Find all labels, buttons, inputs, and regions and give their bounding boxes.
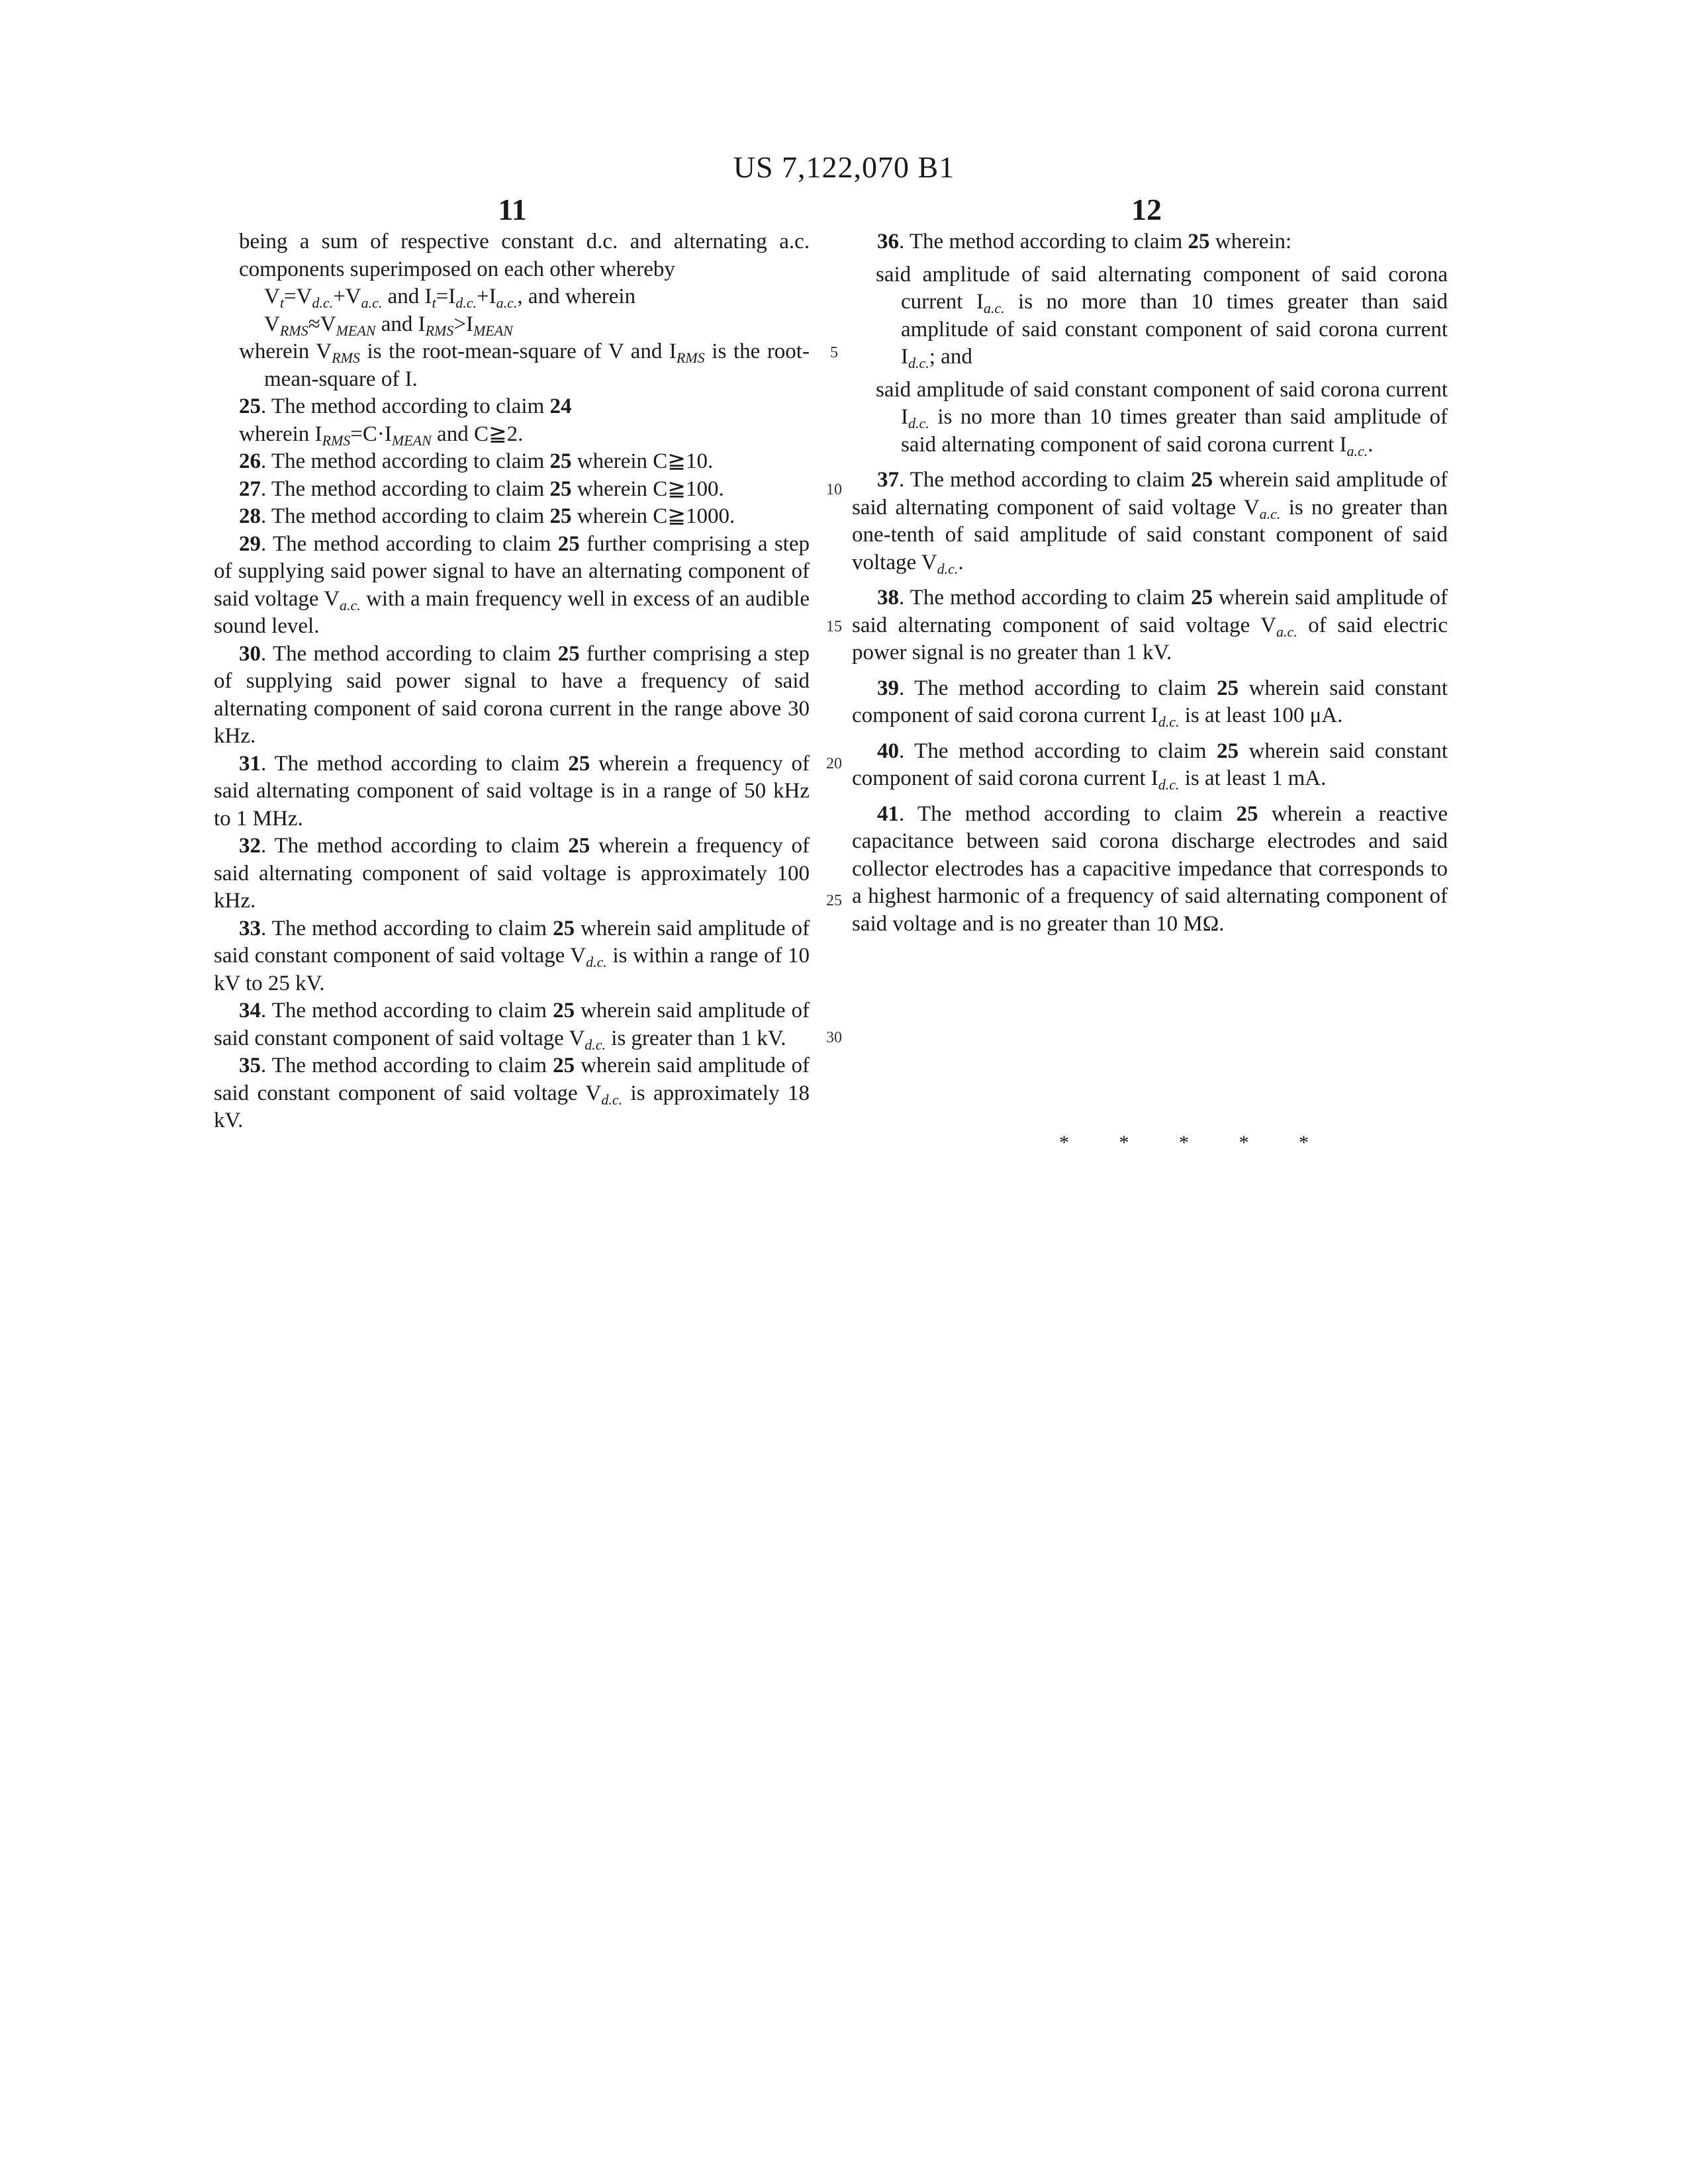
end-of-document-marks: * * * * * <box>1059 1132 1331 1154</box>
claim-30: 30. The method according to claim 25 further comprising a step of supplying said power signal to have a frequency of said alternating component of said corona current in the range above 30 kHz. <box>214 641 810 748</box>
line-number: 15 <box>826 618 842 635</box>
claim-27: 27. The method according to claim 25 wherein C≧100. <box>239 477 724 501</box>
line-number: 30 <box>826 1029 842 1046</box>
line-number: 5 <box>830 344 838 361</box>
claim-25: 25. The method according to claim 24 <box>239 394 572 418</box>
claim-36-clause-1: said amplitude of said alternating component of said corona current $I_{a.c.}$ is no more than 10 times greater than said amplitude of said constant component of said corona current $I_{d.c.}$; and <box>876 262 1448 371</box>
claim-41: 41. The method according to claim 25 wherein a reactive capacitance between said corona discharge electrodes and said collector electrodes has a capacitive impedance that corresponds to a highest harmonic of a frequency of said alternating component of said voltage and is no greater than 10 MΩ. <box>852 801 1448 936</box>
line-number: 10 <box>826 481 842 498</box>
claim-31: 31. The method according to claim 25 wherein a frequency of said alternating component of said voltage is in a range of 50 kHz to 1 MHz. <box>214 751 810 831</box>
claim-29: 29. The method according to claim 25 further comprising a step of supplying said power signal to have an alternating component of said voltage $V_{a.c.}$ with a main frequency well in excess of an audible sound level. <box>214 531 810 638</box>
patent-number: US 7,122,070 B1 <box>733 150 955 184</box>
line-number: 20 <box>826 755 842 772</box>
claim-28: 28. The method according to claim 25 wherein C≧1000. <box>239 504 735 528</box>
claim-26: 26. The method according to claim 25 wherein C≧10. <box>239 449 714 473</box>
claim-38: 38. The method according to claim 25 wherein said amplitude of said alternating component of said voltage $V_{a.c.}$ of said electric power signal is no greater than 1 kV. <box>852 586 1448 664</box>
left-column <box>214 228 810 1135</box>
claim-40: 40. The method according to claim 25 wherein said constant component of said corona current $I_{d.c.}$ is at least 1 mA. <box>852 739 1448 793</box>
left-column-number: 11 <box>498 193 527 226</box>
claim-24-wherein: wherein $V_{RMS}$ is the root-mean-square of V and $I_{RMS}$ is the root-mean-square of I. <box>239 340 810 391</box>
right-column-number: 12 <box>1131 193 1162 226</box>
claim-35: 35. The method according to claim 25 wherein said amplitude of said constant component of said voltage $V_{d.c.}$ is approximately 18 kV. <box>214 1054 810 1132</box>
claim-34: 34. The method according to claim 25 wherein said amplitude of said constant component of said voltage $V_{d.c.}$ is greater than 1 kV. <box>214 999 810 1053</box>
claim-24-continuation: being a sum of respective constant d.c. and alternating a.c. components superimposed on each other whereby <box>239 230 810 281</box>
claim-32: 32. The method according to claim 25 wherein a frequency of said alternating component of said voltage is approximately 100 kHz. <box>214 834 810 913</box>
equation-1: $V_t=V_{d.c.}+V_{a.c.}$ and $I_t=I_{d.c.}+I_{a.c.}$, and wherein <box>264 285 636 311</box>
equation-2: $V_{RMS}\approx V_{MEAN}$ and $I_{RMS}>I_{MEAN}$ <box>264 312 513 339</box>
claim-36: 36. The method according to claim 25 wherein: <box>877 230 1292 253</box>
right-column <box>852 228 1448 938</box>
claim-36-clause-2: said amplitude of said constant component of said corona current $I_{d.c.}$ is no more than 10 times greater than said amplitude of said alternating component of said corona current $I_{a.c.}$. <box>876 377 1448 459</box>
claim-37: 37. The method according to claim 25 wherein said amplitude of said alternating component of said voltage $V_{a.c.}$ is no greater than one-tenth of said amplitude of said constant component of said voltage $V_{d.c.}$. <box>852 468 1448 577</box>
claim-39: 39. The method according to claim 25 wherein said constant component of said corona current $I_{d.c.}$ is at least 100 μA. <box>852 676 1448 730</box>
claim-25-wherein: wherein $I_{RMS}=C\cdot I_{MEAN}$ and C≧2. <box>239 422 524 449</box>
claim-33: 33. The method according to claim 25 wherein said amplitude of said constant component of said voltage $V_{d.c.}$ is within a range of 10 kV to 25 kV. <box>214 916 810 995</box>
line-number: 25 <box>826 892 842 909</box>
